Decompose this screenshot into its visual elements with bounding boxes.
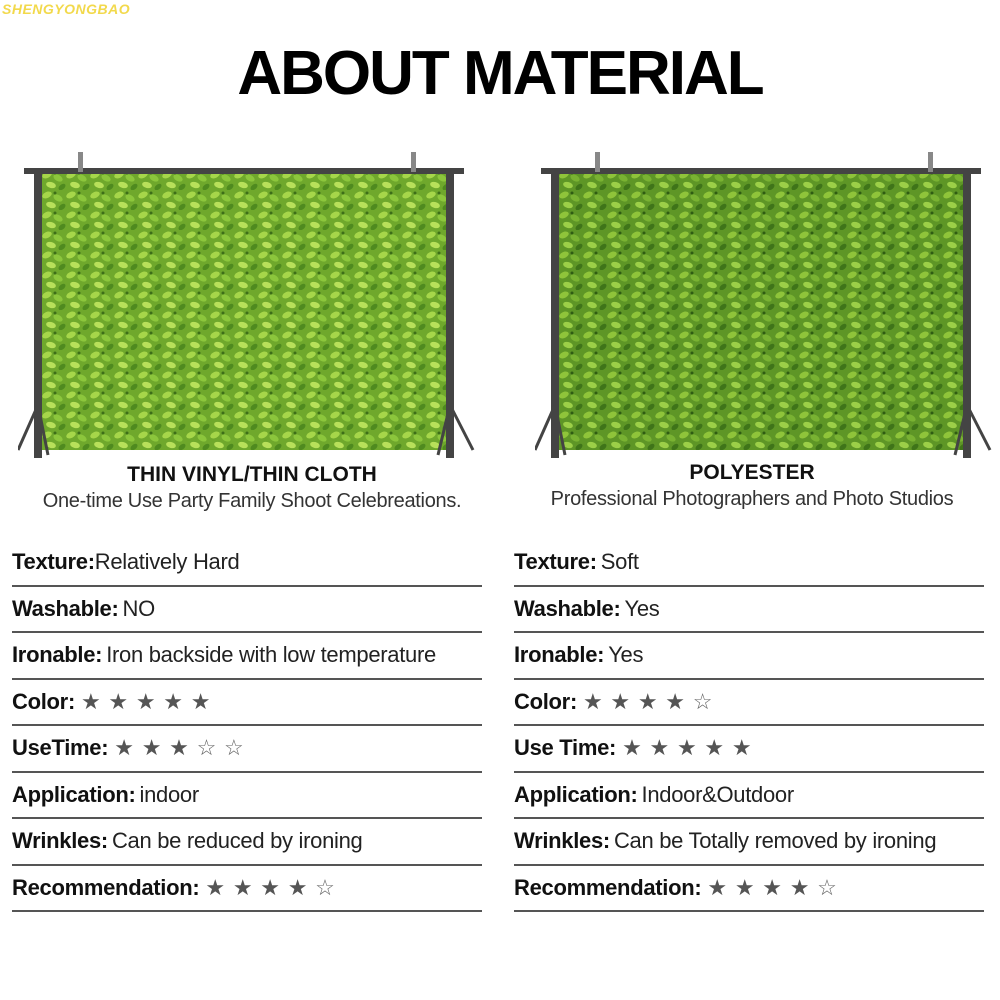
filled-star-icon: ★	[205, 874, 225, 900]
filled-star-icon: ★	[665, 688, 685, 714]
backdrop-image-vinyl	[18, 150, 478, 460]
filled-star-icon: ★	[169, 735, 189, 761]
filled-star-icon: ★	[190, 688, 211, 714]
spec-table-polyester	[514, 540, 984, 912]
spec-row-application	[514, 773, 984, 820]
caption-vinyl	[12, 463, 492, 513]
spec-key: Wrinkles:	[514, 828, 610, 854]
spec-value: Indoor&Outdoor	[641, 781, 794, 807]
outline-star-icon: ☆	[817, 874, 837, 900]
spec-value: Iron backside with low temperature	[106, 642, 436, 668]
filled-star-icon: ★	[707, 874, 727, 900]
spec-row-recommendation	[514, 866, 984, 913]
outline-star-icon: ☆	[315, 874, 335, 900]
spec-row-recommendation	[12, 866, 482, 913]
filled-star-icon: ★	[260, 874, 280, 900]
product-use: One-time Use Party Family Shoot Celebreations.	[42, 490, 462, 512]
star-rating	[582, 688, 713, 714]
spec-row-texture	[12, 540, 482, 587]
filled-star-icon: ★	[762, 874, 782, 900]
star-rating	[80, 688, 211, 714]
filled-star-icon: ★	[622, 735, 642, 761]
spec-key: Texture:	[514, 549, 597, 575]
filled-star-icon: ★	[676, 735, 697, 761]
spec-value: Soft	[600, 549, 639, 575]
filled-star-icon: ★	[135, 688, 156, 714]
spec-key: Color:	[12, 688, 75, 714]
spec-row-wrinkles	[12, 819, 482, 866]
outline-star-icon: ☆	[692, 688, 713, 714]
spec-key: Ironable:	[514, 642, 605, 668]
spec-row-ironable	[514, 633, 984, 680]
filled-star-icon: ★	[141, 735, 162, 761]
spec-key: Recommendation:	[12, 874, 200, 900]
filled-star-icon: ★	[704, 735, 724, 761]
spec-key: Use Time:	[514, 735, 617, 761]
backdrop-image-polyester	[535, 150, 995, 460]
spec-key: Color:	[514, 688, 577, 714]
spec-value: Yes	[608, 642, 644, 668]
filled-star-icon: ★	[114, 735, 134, 761]
spec-key: Washable:	[514, 595, 621, 621]
filled-star-icon: ★	[287, 874, 308, 900]
product-name: POLYESTER	[689, 461, 815, 484]
spec-value: Yes	[624, 595, 660, 621]
brand-logo	[2, 1, 130, 17]
spec-value: indoor	[139, 781, 199, 807]
product-use: Professional Photographers and Photo Studios	[550, 488, 954, 510]
filled-star-icon: ★	[789, 874, 810, 900]
spec-row-washable	[514, 587, 984, 634]
spec-key: Application:	[12, 781, 136, 807]
outline-star-icon: ☆	[224, 735, 244, 761]
spec-table-vinyl	[12, 540, 482, 912]
filled-star-icon: ★	[108, 688, 128, 714]
filled-star-icon: ★	[734, 874, 755, 900]
spec-key: Ironable:	[12, 642, 103, 668]
spec-value: NO	[122, 595, 155, 621]
spec-row-usetime	[514, 726, 984, 773]
filled-star-icon: ★	[163, 688, 183, 714]
filled-star-icon: ★	[80, 688, 101, 714]
page-title: ABOUT MATERIAL	[237, 39, 763, 108]
spec-key: Recommendation:	[514, 874, 702, 900]
filled-star-icon: ★	[731, 735, 752, 761]
spec-row-usetime	[12, 726, 482, 773]
star-rating	[114, 737, 243, 759]
spec-row-application	[12, 773, 482, 820]
outline-star-icon: ☆	[196, 735, 216, 761]
spec-key: Application:	[514, 781, 638, 807]
star-rating	[707, 874, 837, 900]
caption-polyester	[512, 461, 992, 511]
brand-text: SHENGYONGBAO	[2, 1, 131, 17]
spec-row-color	[12, 680, 482, 727]
star-rating	[622, 737, 751, 759]
filled-star-icon: ★	[637, 688, 658, 714]
spec-value: Relatively Hard	[94, 549, 240, 575]
spec-key: UseTime:	[12, 735, 109, 761]
filled-star-icon: ★	[232, 874, 253, 900]
spec-key: Wrinkles:	[12, 828, 108, 854]
star-rating	[205, 874, 335, 900]
spec-key: Texture:	[12, 549, 95, 575]
spec-row-washable	[12, 587, 482, 634]
spec-key: Washable:	[12, 595, 119, 621]
filled-star-icon: ★	[582, 688, 603, 714]
spec-value: Can be reduced by ironing	[111, 828, 363, 854]
product-name: THIN VINYL/THIN CLOTH	[127, 463, 377, 486]
spec-row-texture	[514, 540, 984, 587]
filled-star-icon: ★	[610, 688, 630, 714]
spec-row-color	[514, 680, 984, 727]
spec-row-wrinkles	[514, 819, 984, 866]
spec-value: Can be Totally removed by ironing	[613, 828, 937, 854]
filled-star-icon: ★	[649, 735, 669, 761]
spec-row-ironable	[12, 633, 482, 680]
